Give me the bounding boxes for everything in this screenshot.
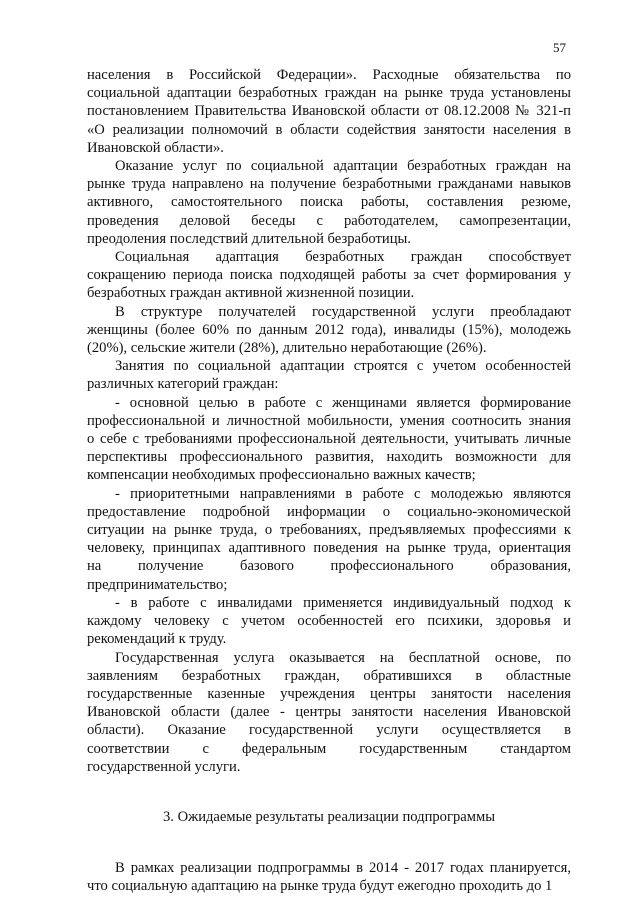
text-line: что социальную адаптацию на рынке труда будут ежегодно проходить до 1 — [87, 878, 553, 895]
text-line: постановлением Правительства Ивановской области от 08.12.2008 № 321-п — [87, 103, 571, 120]
text-line: - приоритетными направлениями в работе с молодежью являются — [115, 485, 571, 502]
text-line: человеку, принципах адаптивного поведения на рынке труда, ориентация — [87, 540, 571, 557]
text-line: В структуре получателей государственной услуги преобладают — [115, 303, 571, 320]
section-heading: 3. Ожидаемые результаты реализации подпрограммы — [162, 808, 496, 825]
text-line: В рамках реализации подпрограммы в 2014 - 2017 годах планируется, — [115, 860, 571, 877]
text-line: Социальная адаптация безработных граждан способствует — [115, 249, 571, 266]
text-line: государственные казенные учреждения центры занятости населения — [87, 685, 571, 702]
paragraph-classes — [87, 357, 571, 393]
text-line: компенсации необходимых профессионально важных качеств; — [87, 467, 476, 484]
paragraph-obligations — [87, 66, 571, 157]
text-line: сокращению периода поиска подходящей работы за счет формирования у — [87, 267, 571, 284]
page-number: 57 — [553, 40, 566, 55]
text-line: Государственная услуга оказывается на бесплатной основе, по — [115, 649, 571, 666]
text-line: рекомендаций к труду. — [87, 631, 227, 648]
text-line: безработных граждан активной жизненной позиции. — [87, 285, 415, 302]
paragraph-women — [87, 394, 571, 485]
text-line: социальной адаптации безработных граждан на рынке труда установлены — [87, 85, 571, 102]
text-line: на получение базового профессионального образования, — [87, 558, 571, 575]
text-line: перспективы профессионального развития, находить возможности для — [87, 449, 571, 466]
paragraph-recipients — [87, 303, 571, 358]
paragraph-adaptation — [87, 248, 571, 303]
text-line: (20%), сельские жители (28%), длительно неработающие (26%). — [87, 340, 487, 357]
text-line: - в работе с инвалидами применяется индивидуальный подход к — [115, 594, 571, 611]
text-line: женщины (более 60% по данным 2012 года), инвалиды (15%), молодежь — [87, 321, 571, 338]
text-line: Оказание услуг по социальной адаптации безработных граждан на — [115, 158, 571, 175]
paragraph-disabled — [87, 594, 571, 649]
document-body — [87, 66, 571, 896]
text-line: Ивановской области». — [87, 139, 224, 156]
text-line: «О реализации полномочий в области содействия занятости населения в — [87, 121, 571, 138]
text-line: о себе с требованиями профессиональной деятельности, учитывать личные — [87, 431, 571, 448]
text-line: ситуации на рынке труда, о требованиях, предъявляемых профессиями к — [87, 522, 571, 539]
paragraph-free-service — [87, 649, 571, 776]
text-line: каждому человеку с учетом особенностей его психики, здоровья и — [87, 613, 571, 630]
text-line: различных категорий граждан: — [87, 376, 279, 393]
paragraph-expected-results — [87, 859, 571, 895]
text-line: предпринимательство; — [87, 576, 228, 593]
text-line: населения в Российской Федерации». Расходные обязательства по — [87, 67, 571, 83]
text-line: Ивановской области (далее - центры занятости населения Ивановской — [87, 704, 571, 721]
paragraph-youth — [87, 485, 571, 594]
text-line: - основной целью в работе с женщинами является формирование — [115, 394, 571, 411]
text-line: проведения деловой беседы с работодателем, самопрезентации, — [87, 212, 571, 229]
text-line: заявлениям безработных граждан, обратившихся в областные — [87, 667, 571, 684]
text-line: предоставление подробной информации о социально-экономической — [87, 503, 571, 520]
text-line: преодоления последствий длительной безработицы. — [87, 230, 411, 247]
text-line: государственной услуги. — [87, 758, 241, 775]
paragraph-services — [87, 157, 571, 248]
text-line: Занятия по социальной адаптации строятся с учетом особенностей — [115, 358, 571, 375]
text-line: рынке труда направлено на получение безработными гражданами навыков — [87, 176, 571, 193]
text-line: профессиональной и личностной мобильности, умения соотносить знания — [87, 412, 571, 429]
text-line: активного, самостоятельного поиска работы, составления резюме, — [87, 194, 571, 211]
text-line: области). Оказание государственной услуги осуществляется в — [87, 722, 571, 739]
text-line: соответствии с федеральным государственным стандартом — [87, 740, 571, 757]
